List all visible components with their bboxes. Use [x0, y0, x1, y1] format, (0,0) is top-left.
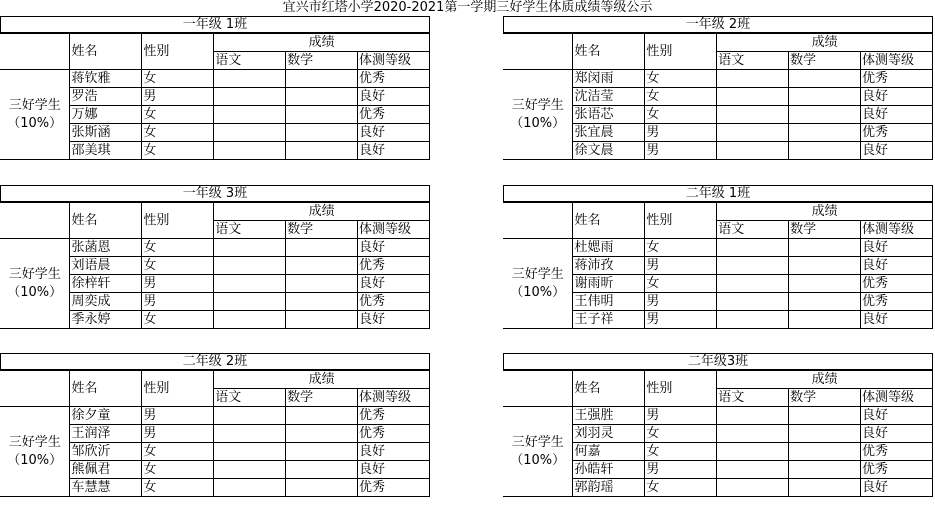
category-header-cell [503, 203, 573, 239]
math-score-cell[interactable] [789, 293, 861, 311]
category-header-cell [503, 34, 573, 70]
student-name[interactable]: 张斯涵 [70, 124, 142, 142]
chinese-score-cell[interactable] [214, 70, 286, 88]
scores-header: 成绩 [717, 371, 933, 389]
fitness-grade[interactable]: 优秀 [357, 407, 429, 425]
category-label: 三好学生 [511, 266, 564, 282]
chinese-score-cell[interactable] [717, 311, 789, 329]
student-gender[interactable]: 女 [645, 443, 717, 461]
student-gender[interactable]: 男 [142, 407, 214, 425]
math-score-cell[interactable] [789, 275, 861, 293]
class-table [503, 33, 933, 160]
student-gender[interactable]: 女 [645, 425, 717, 443]
math-score-cell[interactable] [286, 70, 358, 88]
student-name[interactable]: 徐文晨 [573, 142, 645, 160]
math-score-cell[interactable] [286, 407, 358, 425]
math-score-cell[interactable] [286, 425, 358, 443]
scores-header: 成绩 [717, 203, 933, 221]
fitness-grade[interactable]: 良好 [357, 124, 429, 142]
student-gender[interactable]: 女 [142, 239, 214, 257]
fitness-grade[interactable]: 良好 [860, 106, 932, 124]
gender-header: 性别 [645, 371, 717, 407]
fitness-grade[interactable]: 优秀 [357, 425, 429, 443]
student-gender[interactable]: 男 [142, 88, 214, 106]
math-score-cell[interactable] [286, 88, 358, 106]
student-name[interactable]: 徐夕童 [70, 407, 142, 425]
class-block [0, 353, 430, 521]
class-name: 一年级 3班 [0, 185, 430, 202]
student-gender[interactable]: 女 [645, 88, 717, 106]
student-name[interactable]: 周奕成 [70, 293, 142, 311]
math-score-cell[interactable] [286, 106, 358, 124]
student-gender[interactable]: 男 [645, 311, 717, 329]
class-block [503, 353, 933, 521]
fitness-grade[interactable]: 良好 [860, 88, 932, 106]
chinese-score-cell[interactable] [214, 407, 286, 425]
student-name[interactable]: 刘语晨 [70, 257, 142, 275]
math-score-cell[interactable] [286, 311, 358, 329]
chinese-score-cell[interactable] [214, 88, 286, 106]
student-name[interactable]: 沈洁莹 [573, 88, 645, 106]
student-name[interactable]: 蒋沛孜 [573, 257, 645, 275]
table-row [503, 239, 933, 257]
table-row [503, 407, 933, 425]
fitness-grade[interactable]: 优秀 [860, 70, 932, 88]
gender-header: 性别 [645, 34, 717, 70]
chinese-score-cell[interactable] [717, 443, 789, 461]
class-table [0, 33, 430, 160]
math-score-cell[interactable] [286, 275, 358, 293]
category-label: 三好学生 [511, 97, 564, 113]
header-row [503, 371, 933, 389]
header-row [503, 34, 933, 52]
student-gender[interactable]: 女 [645, 106, 717, 124]
category-percent: （10%） [510, 452, 566, 468]
chinese-score-cell[interactable] [717, 275, 789, 293]
name-header: 姓名 [70, 203, 142, 239]
class-block [503, 16, 933, 184]
student-gender[interactable]: 女 [142, 142, 214, 160]
student-gender[interactable]: 女 [142, 461, 214, 479]
math-score-cell[interactable] [789, 311, 861, 329]
fitness-grade[interactable]: 良好 [860, 142, 932, 160]
math-score-cell[interactable] [789, 479, 861, 497]
scores-header: 成绩 [214, 371, 430, 389]
chinese-score-cell[interactable] [214, 239, 286, 257]
math-score-cell[interactable] [789, 88, 861, 106]
math-score-cell[interactable] [789, 106, 861, 124]
student-name[interactable]: 孙皓轩 [573, 461, 645, 479]
category-percent: （10%） [510, 284, 566, 300]
fitness-grade[interactable]: 优秀 [860, 275, 932, 293]
math-score-cell[interactable] [789, 70, 861, 88]
math-score-cell[interactable] [286, 239, 358, 257]
category-header-cell [0, 34, 70, 70]
chinese-score-cell[interactable] [717, 106, 789, 124]
gender-header: 性别 [142, 203, 214, 239]
fitness-grade[interactable]: 良好 [860, 257, 932, 275]
fitness-grade[interactable]: 良好 [357, 88, 429, 106]
student-gender[interactable]: 女 [645, 479, 717, 497]
scores-header: 成绩 [214, 203, 430, 221]
student-gender[interactable]: 女 [645, 239, 717, 257]
fitness-header: 体测等级 [357, 389, 429, 407]
fitness-grade[interactable]: 优秀 [357, 479, 429, 497]
chinese-score-cell[interactable] [214, 425, 286, 443]
fitness-grade[interactable]: 优秀 [357, 257, 429, 275]
category-cell [0, 70, 70, 160]
student-gender[interactable]: 女 [142, 124, 214, 142]
math-score-cell[interactable] [789, 425, 861, 443]
chinese-score-cell[interactable] [214, 106, 286, 124]
chinese-score-cell[interactable] [717, 425, 789, 443]
chinese-score-cell[interactable] [717, 407, 789, 425]
class-name: 一年级 2班 [503, 16, 933, 33]
fitness-header: 体测等级 [860, 221, 932, 239]
student-name[interactable]: 徐梓轩 [70, 275, 142, 293]
student-gender[interactable]: 女 [142, 479, 214, 497]
fitness-grade[interactable]: 优秀 [860, 124, 932, 142]
student-gender[interactable]: 男 [142, 293, 214, 311]
fitness-grade[interactable]: 优秀 [860, 443, 932, 461]
chinese-score-cell[interactable] [717, 88, 789, 106]
category-header-cell [503, 371, 573, 407]
fitness-grade[interactable]: 良好 [357, 239, 429, 257]
chinese-score-cell[interactable] [717, 239, 789, 257]
math-header: 数学 [789, 52, 861, 70]
class-name: 二年级 1班 [503, 185, 933, 202]
student-name[interactable]: 王润泽 [70, 425, 142, 443]
category-cell [503, 407, 573, 497]
name-header: 姓名 [573, 203, 645, 239]
table-row [0, 70, 430, 88]
table-row [0, 239, 430, 257]
class-name: 二年级3班 [503, 353, 933, 370]
category-label: 三好学生 [8, 97, 61, 113]
scores-header: 成绩 [214, 34, 430, 52]
math-score-cell[interactable] [286, 257, 358, 275]
chinese-score-cell[interactable] [214, 311, 286, 329]
class-table [0, 202, 430, 329]
category-label: 三好学生 [8, 266, 61, 282]
chinese-header: 语文 [717, 389, 789, 407]
name-header: 姓名 [70, 371, 142, 407]
student-name[interactable]: 邹欣沂 [70, 443, 142, 461]
chinese-score-cell[interactable] [717, 293, 789, 311]
student-name[interactable]: 熊佩君 [70, 461, 142, 479]
class-table [503, 202, 933, 329]
header-row [0, 203, 430, 221]
student-gender[interactable]: 女 [645, 275, 717, 293]
table-row [0, 407, 430, 425]
math-score-cell[interactable] [789, 142, 861, 160]
fitness-grade[interactable]: 优秀 [357, 106, 429, 124]
category-cell [0, 407, 70, 497]
student-name[interactable]: 万娜 [70, 106, 142, 124]
fitness-grade[interactable]: 良好 [860, 479, 932, 497]
student-name[interactable]: 谢雨昕 [573, 275, 645, 293]
category-cell [0, 239, 70, 329]
header-row [0, 371, 430, 389]
chinese-score-cell[interactable] [214, 443, 286, 461]
student-name[interactable]: 张宜晨 [573, 124, 645, 142]
header-row [0, 34, 430, 52]
student-name[interactable]: 王子祥 [573, 311, 645, 329]
fitness-grade[interactable]: 良好 [357, 443, 429, 461]
math-score-cell[interactable] [789, 257, 861, 275]
page-title: 宜兴市红塔小学2020-2021第一学期三好学生体质成绩等级公示 [282, 0, 653, 15]
name-header: 姓名 [573, 371, 645, 407]
student-gender[interactable]: 女 [142, 257, 214, 275]
fitness-header: 体测等级 [860, 52, 932, 70]
class-name: 一年级 1班 [0, 16, 430, 33]
category-label: 三好学生 [8, 434, 61, 450]
math-header: 数学 [286, 389, 358, 407]
gender-header: 性别 [645, 203, 717, 239]
student-gender[interactable]: 男 [645, 257, 717, 275]
student-name[interactable]: 车慧慧 [70, 479, 142, 497]
student-gender[interactable]: 男 [645, 461, 717, 479]
math-score-cell[interactable] [789, 461, 861, 479]
math-header: 数学 [286, 221, 358, 239]
math-header: 数学 [789, 389, 861, 407]
fitness-grade[interactable]: 良好 [860, 311, 932, 329]
student-gender[interactable]: 女 [142, 311, 214, 329]
category-percent: （10%） [510, 115, 566, 131]
scores-header: 成绩 [717, 34, 933, 52]
student-name[interactable]: 王伟明 [573, 293, 645, 311]
chinese-score-cell[interactable] [717, 124, 789, 142]
student-gender[interactable]: 男 [142, 275, 214, 293]
math-score-cell[interactable] [789, 239, 861, 257]
student-name[interactable]: 杜媤雨 [573, 239, 645, 257]
fitness-header: 体测等级 [357, 52, 429, 70]
category-cell [503, 70, 573, 160]
chinese-score-cell[interactable] [214, 275, 286, 293]
student-gender[interactable]: 男 [142, 425, 214, 443]
student-name[interactable]: 郑闵雨 [573, 70, 645, 88]
category-label: 三好学生 [511, 434, 564, 450]
class-name: 二年级 2班 [0, 353, 430, 370]
chinese-score-cell[interactable] [214, 461, 286, 479]
category-percent: （10%） [7, 284, 63, 300]
class-table [503, 370, 933, 497]
class-block [503, 185, 933, 353]
table-row [503, 70, 933, 88]
chinese-score-cell[interactable] [214, 293, 286, 311]
chinese-header: 语文 [214, 221, 286, 239]
math-header: 数学 [286, 52, 358, 70]
chinese-header: 语文 [717, 52, 789, 70]
chinese-header: 语文 [214, 389, 286, 407]
math-score-cell[interactable] [286, 293, 358, 311]
chinese-score-cell[interactable] [717, 479, 789, 497]
student-name[interactable]: 张语芯 [573, 106, 645, 124]
math-score-cell[interactable] [789, 124, 861, 142]
category-percent: （10%） [7, 115, 63, 131]
fitness-grade[interactable]: 良好 [357, 461, 429, 479]
math-score-cell[interactable] [286, 124, 358, 142]
name-header: 姓名 [70, 34, 142, 70]
chinese-score-cell[interactable] [214, 142, 286, 160]
gender-header: 性别 [142, 34, 214, 70]
student-gender[interactable]: 女 [142, 443, 214, 461]
fitness-grade[interactable]: 良好 [357, 142, 429, 160]
gender-header: 性别 [142, 371, 214, 407]
student-name[interactable]: 蒋钦雅 [70, 70, 142, 88]
chinese-score-cell[interactable] [214, 479, 286, 497]
category-header-cell [0, 371, 70, 407]
chinese-score-cell[interactable] [214, 124, 286, 142]
class-block [0, 185, 430, 353]
student-name[interactable]: 季永婷 [70, 311, 142, 329]
chinese-header: 语文 [214, 52, 286, 70]
chinese-score-cell[interactable] [717, 461, 789, 479]
student-gender[interactable]: 女 [142, 106, 214, 124]
fitness-grade[interactable]: 良好 [860, 425, 932, 443]
fitness-header: 体测等级 [357, 221, 429, 239]
chinese-score-cell[interactable] [717, 257, 789, 275]
student-name[interactable]: 郭韵瑶 [573, 479, 645, 497]
class-table [0, 370, 430, 497]
student-gender[interactable]: 女 [142, 70, 214, 88]
math-header: 数学 [789, 221, 861, 239]
student-gender[interactable]: 男 [645, 293, 717, 311]
student-gender[interactable]: 男 [645, 124, 717, 142]
category-percent: （10%） [7, 452, 63, 468]
student-name[interactable]: 王强胜 [573, 407, 645, 425]
header-row [503, 203, 933, 221]
student-name[interactable]: 张菡恩 [70, 239, 142, 257]
class-block [0, 16, 430, 184]
fitness-grade[interactable]: 良好 [860, 239, 932, 257]
math-score-cell[interactable] [789, 443, 861, 461]
fitness-grade[interactable]: 良好 [860, 407, 932, 425]
math-score-cell[interactable] [286, 142, 358, 160]
student-name[interactable]: 罗浩 [70, 88, 142, 106]
name-header: 姓名 [573, 34, 645, 70]
math-score-cell[interactable] [286, 443, 358, 461]
fitness-grade[interactable]: 优秀 [860, 293, 932, 311]
chinese-score-cell[interactable] [717, 70, 789, 88]
category-cell [503, 239, 573, 329]
math-score-cell[interactable] [789, 407, 861, 425]
fitness-grade[interactable]: 良好 [357, 311, 429, 329]
math-score-cell[interactable] [286, 479, 358, 497]
student-name[interactable]: 刘羽灵 [573, 425, 645, 443]
fitness-grade[interactable]: 优秀 [357, 293, 429, 311]
math-score-cell[interactable] [286, 461, 358, 479]
student-gender[interactable]: 女 [645, 70, 717, 88]
student-gender[interactable]: 男 [645, 142, 717, 160]
fitness-grade[interactable]: 优秀 [860, 461, 932, 479]
fitness-grade[interactable]: 良好 [357, 275, 429, 293]
chinese-header: 语文 [717, 221, 789, 239]
category-header-cell [0, 203, 70, 239]
chinese-score-cell[interactable] [717, 142, 789, 160]
chinese-score-cell[interactable] [214, 257, 286, 275]
fitness-grade[interactable]: 优秀 [357, 70, 429, 88]
student-name[interactable]: 何嘉 [573, 443, 645, 461]
student-gender[interactable]: 男 [645, 407, 717, 425]
student-name[interactable]: 邵美琪 [70, 142, 142, 160]
fitness-header: 体测等级 [860, 389, 932, 407]
